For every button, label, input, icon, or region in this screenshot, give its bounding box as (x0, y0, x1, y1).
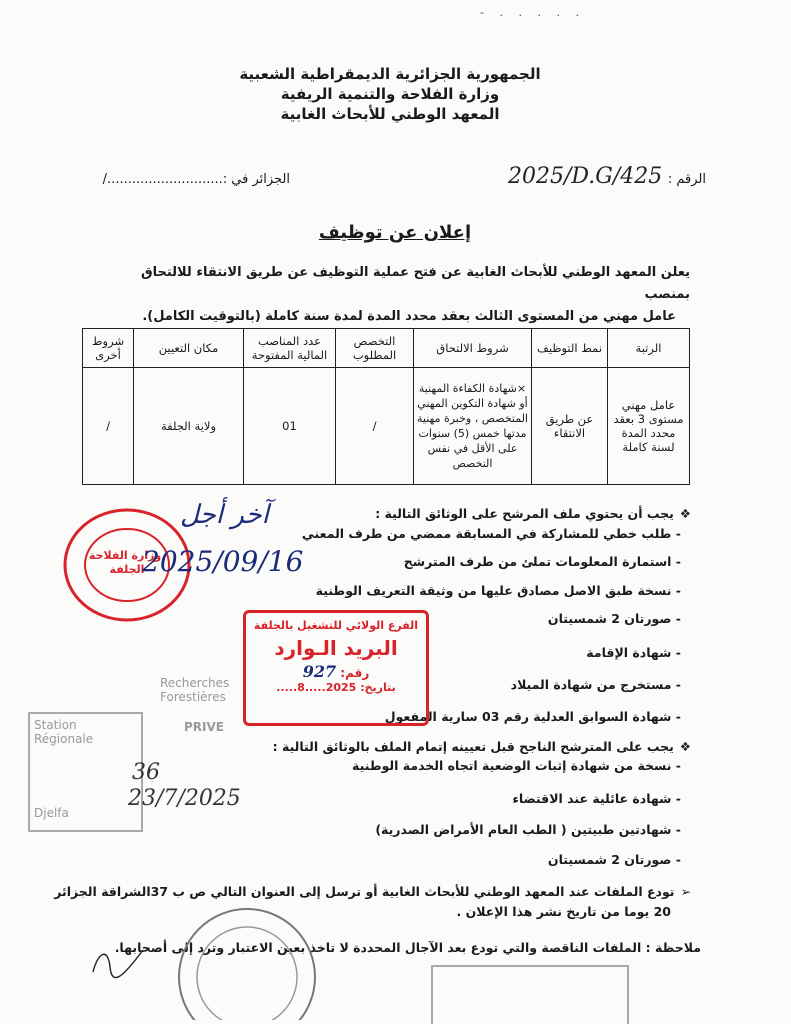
intro-line-2: عامل مهني من المستوى الثالث بعقد محدد المدة لمدة سنة كاملة (بالتوقيت الكامل). (142, 309, 676, 324)
header-ministry: وزارة الفلاحة والتنمية الريفية (280, 85, 500, 103)
list-item: - نسخة من شهادة إثبات الوضعية اتجاه الخدمة الوطنية (352, 758, 681, 773)
grey-handwritten-date: 23/7/2025 (128, 786, 241, 811)
diamond-bullet-icon: ❖ (679, 506, 691, 521)
list-item: - شهادة الإقامة (586, 645, 681, 660)
cell-other: / (83, 368, 134, 485)
list-item: - استمارة المعلومات تملئ من طرف المترشح (403, 554, 681, 569)
place-date: الجزائر في :............................/ (102, 172, 290, 187)
arrow-bullet-icon: ➢ (680, 884, 691, 899)
header-institute: المعهد الوطني للأبحاث الغابية (280, 105, 500, 123)
section1-title-text: يجب أن يحتوي ملف المرشح على الوثائق التالية : (375, 506, 674, 521)
post-stamp-num-label: رقم: (340, 666, 370, 680)
ref-number: 2025/D.G/425 (508, 164, 663, 189)
bottom-round-seal (172, 905, 322, 1020)
diamond-bullet-icon: ❖ (679, 739, 691, 754)
red-post-stamp (243, 610, 429, 726)
post-stamp-date: 2025.....8..... (276, 681, 357, 694)
table-header-row (83, 329, 690, 368)
bottom-rect-seal (430, 964, 630, 1024)
list-item: - شهادة عائلية عند الاقتضاء (512, 791, 681, 806)
section2-title-text: يجب على المترشح الناجح قبل تعيينه إتمام الملف بالوثائق التالية : (272, 739, 674, 754)
grey-stamp-text-1: Station Régionale (34, 718, 94, 746)
header-republic: الجمهورية الجزائرية الديمقراطية الشعبية (239, 65, 541, 83)
table-row (83, 368, 690, 485)
post-stamp-line1: الفرع الولائي للتشغيل بالجلفة (253, 619, 419, 632)
grey-stamp-right (140, 676, 250, 756)
list-item: - نسخة طبق الاصل مصادق عليها من وثيقة التعريف الوطنية (315, 583, 681, 598)
th-mode: نمط التوظيف (532, 329, 608, 368)
th-other: شروط أخرى (83, 329, 134, 368)
th-location: مكان التعيين (134, 329, 244, 368)
th-rank: الرتبة (608, 329, 690, 368)
grey-stamp-text-3: PRIVE (184, 720, 224, 734)
red-stamp-text: وزارة الفلاحة الجلفة (88, 549, 162, 576)
th-conditions: شروط الالتحاق (414, 329, 532, 368)
list-item: - مستخرج من شهادة الميلاد (510, 677, 681, 692)
grey-stamp-text-2: Recherches Forestières (160, 676, 230, 704)
jobs-table (82, 328, 690, 485)
deposit-line-1-text: تودع الملفات عند المعهد الوطني للأبحاث الغابية أو ترسل إلى العنوان التالي ص ب 37الشراقة الجزائر (54, 884, 675, 899)
th-positions: عدد المناصب المالية المفتوحة (244, 329, 336, 368)
signature-icon (88, 942, 148, 982)
cell-location: ولاية الجلفة (134, 368, 244, 485)
page-title: إعلان عن توظيف (318, 222, 472, 243)
cell-mode: عن طريق الانتقاء (532, 368, 608, 485)
note: ملاحظة : الملفات الناقصة والتي تودع بعد الآجال المحددة لا تاخذ بعين الاعتبار وترد إلى أصحابها. (114, 940, 701, 955)
th-specialty: التخصص المطلوب (336, 329, 414, 368)
post-stamp-line2: البريد الـوارد (274, 636, 398, 660)
deadline-date: 2025/09/16 (142, 545, 304, 578)
ref-label: الرقم : (667, 172, 706, 187)
grey-stamp-text-4: Djelfa (34, 806, 69, 820)
list-item: - شهادتين طبيتين ( الطب العام الأمراض الصدرية) (375, 822, 681, 837)
intro-text (110, 262, 690, 328)
section1-title (375, 506, 691, 521)
cell-positions: 01 (244, 368, 336, 485)
cell-specialty: / (336, 368, 414, 485)
deposit-line-2: 20 يوما من تاريخ نشر هذا الإعلان . (456, 904, 671, 919)
grey-stamp-left (28, 712, 143, 832)
cell-rank: عامل مهني مستوى 3 بعقد محدد المدة لسنة كاملة (608, 368, 690, 485)
list-item: - صورتان 2 شمسيتان (547, 852, 681, 867)
grey-handwritten-number: 36 (132, 760, 160, 785)
list-item: - صورتان 2 شمسيتان (547, 611, 681, 626)
list-item: - شهادة السوابق العدلية رقم 03 سارية المفعول (384, 709, 681, 724)
top-marks: - . . . . . (480, 6, 585, 19)
section2-title (273, 739, 691, 754)
intro-line-1: يعلن المعهد الوطني للأبحاث الغابية عن فتح عملية التوظيف عن طريق الانتقاء للالتحاق بمنصب (140, 265, 690, 302)
list-item: - طلب خطي للمشاركة في المسابقة ممضي من طرف المعني (301, 526, 681, 541)
deadline-label: آخر أجل (180, 500, 269, 530)
deposit-line-1 (54, 884, 691, 899)
post-stamp-num: 927 (302, 662, 337, 681)
post-stamp-date-label: بتاريخ: (360, 681, 396, 694)
cell-conditions: ×شهادة الكفاءة المهنية أو شهادة التكوين المهني المتخصص ، وخبرة مهنية مدتها خمس (5) سنوات على الأقل في نفس التخصص (414, 368, 532, 485)
